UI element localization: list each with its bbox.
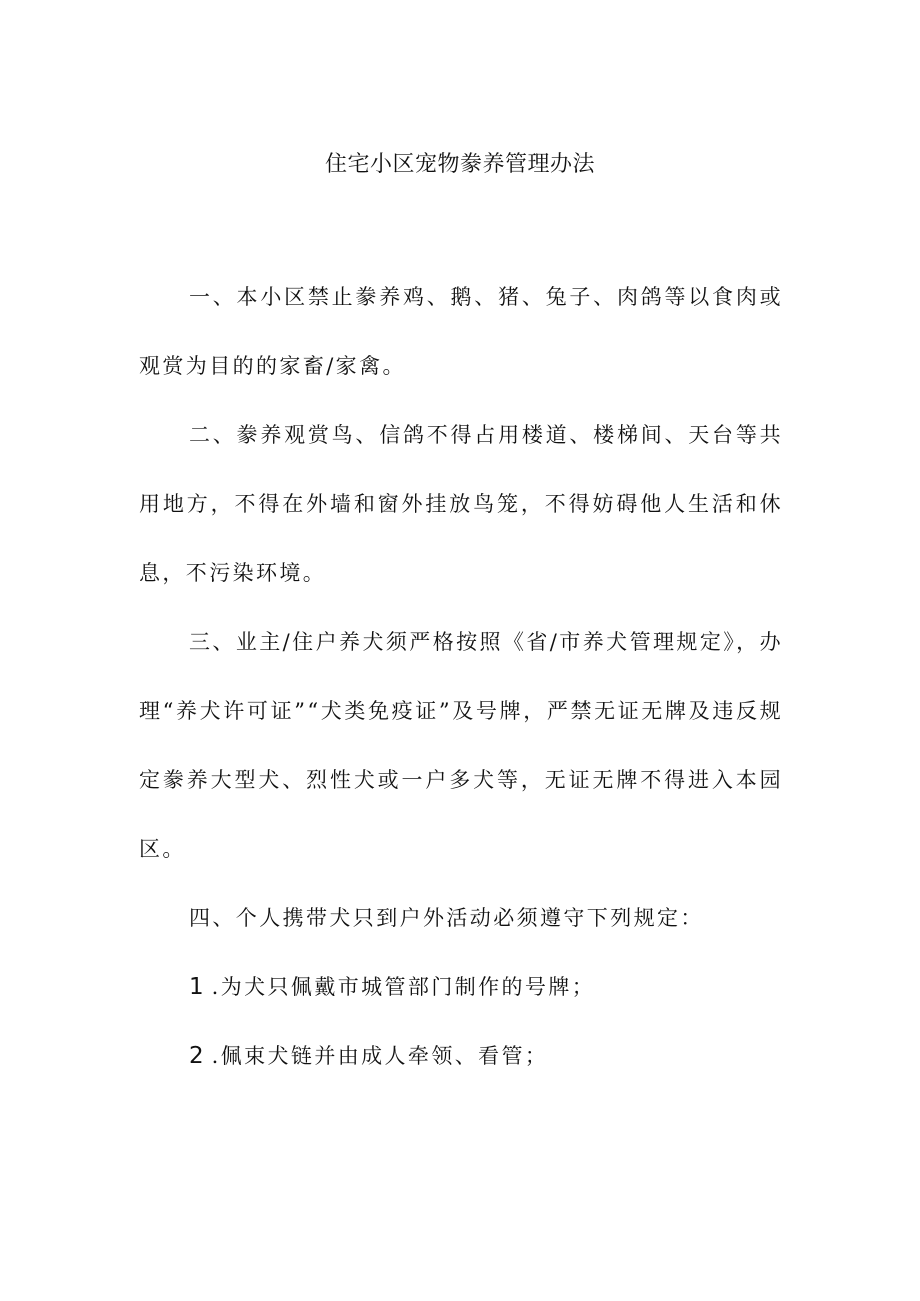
- list-item-number: 1: [189, 974, 204, 1000]
- paragraph-2: 二、豢养观赏鸟、信鸽不得占用楼道、楼梯间、天台等共用地方，不得在外墙和窗外挂放鸟笼，不得妨碍他人生活和休息，不污染环境。: [139, 423, 783, 585]
- list-item-text: .佩束犬链并由成人牵领、看管；: [211, 1044, 549, 1068]
- paragraph-1: 一、本小区禁止豢养鸡、鹅、猪、兔子、肉鸽等以食肉或观赏为目的的家畜/家禽。: [139, 285, 783, 378]
- paragraph-4: 四、个人携带犬只到户外活动必须遵守下列规定：: [189, 906, 704, 930]
- list-item-number: 2: [189, 1043, 204, 1069]
- paragraph-3: 三、业主/住户养犬须严格按照《省/市养犬管理规定》，办理“养犬许可证”“犬类免疫证”及号牌，严禁无证无牌及违反规定豢养大型犬、烈性犬或一户多犬等，无证无牌不得进入本园区。: [139, 630, 783, 861]
- list-item: [189, 953, 595, 1022]
- list-item: [189, 1022, 548, 1091]
- list-item-text: .为犬只佩戴市城管部门制作的号牌；: [211, 975, 596, 999]
- document-title: 住宅小区宠物豢养管理办法: [324, 152, 595, 177]
